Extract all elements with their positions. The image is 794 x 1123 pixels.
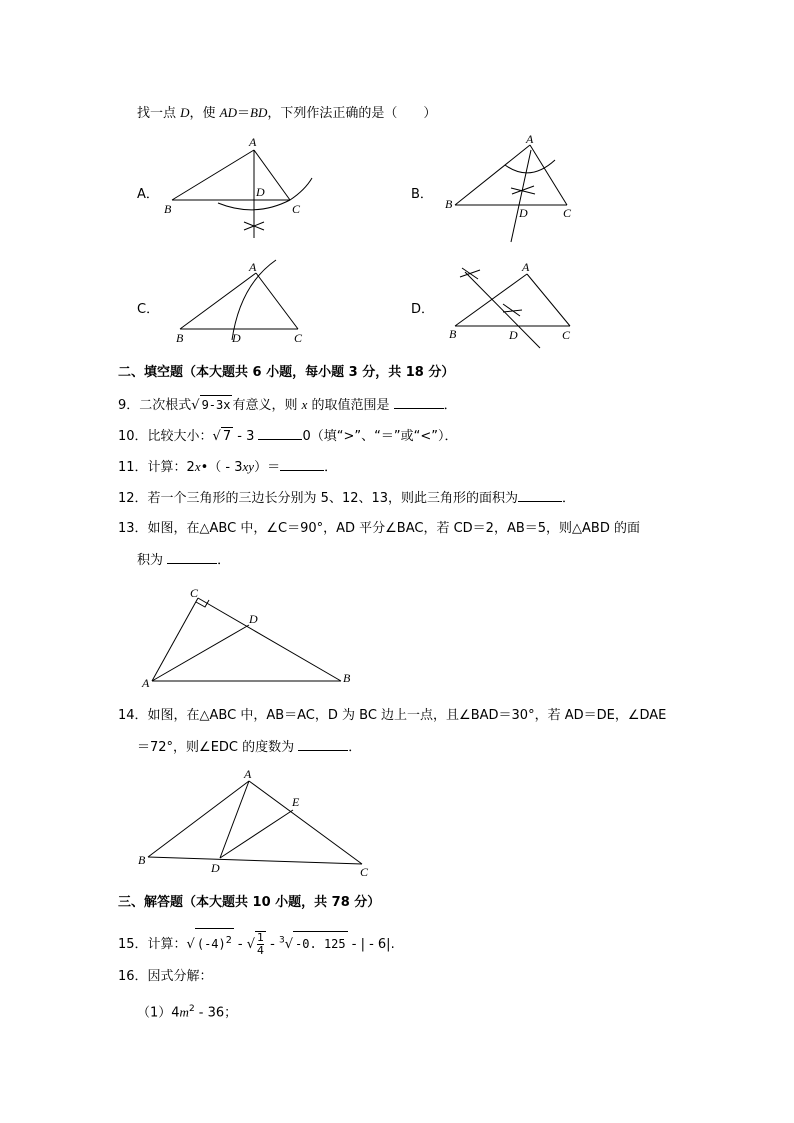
- q15-text: -: [266, 937, 280, 952]
- q15-fraction: [257, 932, 264, 957]
- q8-text: ，下列作法正确的是（ ）: [267, 106, 437, 121]
- q8-var: AD: [219, 105, 238, 120]
- section-3-heading: 三、解答题（本大题共 10 小题，共 78 分）: [118, 895, 381, 910]
- q11-end: ．: [324, 460, 338, 475]
- q8-var: D: [180, 105, 190, 120]
- fig-b-label-D: D: [519, 206, 528, 220]
- q14-answer-blank[interactable]: [298, 738, 348, 751]
- q15-radicand-1: [195, 928, 234, 956]
- q13-answer-blank[interactable]: [167, 551, 217, 564]
- q9-text: 9．二次根式: [118, 398, 192, 413]
- q9-answer-blank[interactable]: [394, 396, 444, 409]
- option-c-label: C．: [137, 302, 160, 317]
- fig14-label-B: B: [138, 853, 146, 867]
- q15-radicand-3: -0. 125: [293, 931, 348, 956]
- question-14-line-2: [137, 738, 361, 757]
- sqrt-icon: √: [191, 398, 200, 413]
- q8-text: 找一点: [137, 106, 181, 121]
- q13-text: 积为: [137, 553, 168, 568]
- option-b-label: B．: [411, 187, 433, 202]
- fig14-label-D: D: [211, 861, 220, 875]
- q8-var: BD: [250, 105, 268, 120]
- fig13-label-B: B: [343, 671, 351, 685]
- q8-stem: [137, 104, 436, 123]
- fig14-label-E: E: [292, 795, 300, 809]
- question-11: [118, 458, 337, 477]
- q15-text: -: [233, 937, 247, 952]
- fig-a-label-A: A: [249, 135, 257, 149]
- q10-answer-blank[interactable]: [258, 427, 302, 440]
- question-13-line-1: 13．如图，在△ABC 中，∠C＝90°，AD 平分∠BAC，若 CD＝2，AB＝5，则△ABD 的面: [118, 521, 640, 536]
- q16-text: （1）4: [137, 1005, 180, 1021]
- q11-var: x: [194, 459, 201, 474]
- q8-text: ，使: [189, 106, 220, 121]
- q11-answer-blank[interactable]: [280, 458, 324, 471]
- question-14-line-1: 14．如图，在△ABC 中，AB＝AC，D 为 BC 边上一点，且∠BAD＝30°，若 AD＝DE，∠DAE: [118, 708, 667, 723]
- q12-end: ．: [562, 491, 576, 506]
- fig-b-label-C: C: [563, 206, 572, 220]
- fig-d-label-A: A: [522, 260, 530, 274]
- q13-end: ．: [217, 553, 231, 568]
- q14-end: ．: [348, 740, 362, 755]
- q9-text: 的取值范围是: [307, 398, 394, 413]
- q15-text: - | - 6|.: [347, 937, 395, 952]
- q9-var: x: [301, 397, 308, 412]
- fig-d-label-B: B: [449, 327, 457, 341]
- q15-numerator: 1: [257, 931, 265, 944]
- q15-text: 15．计算：: [118, 937, 187, 952]
- sqrt-icon: √: [212, 429, 221, 444]
- question-10: [118, 427, 457, 446]
- q11-text: 11．计算：2: [118, 460, 195, 475]
- q12-text: 12．若一个三角形的三边长分别为 5、12、13，则此三角形的面积为: [118, 491, 519, 506]
- q10-text: 10．比较大小：: [118, 429, 213, 444]
- fig14-label-C: C: [360, 865, 369, 879]
- q11-text: •（ - 3: [200, 460, 243, 475]
- q14-text: ＝72°，则∠EDC 的度数为: [137, 740, 299, 755]
- q10-text: 0（填“>”、“＝”或“<”）．: [302, 429, 458, 444]
- fig-c-label-A: A: [249, 260, 257, 274]
- q15-denominator: 4: [257, 944, 265, 957]
- fig13-label-A: A: [142, 676, 150, 690]
- fig14-label-A: A: [244, 767, 252, 781]
- q8-text: ＝: [237, 106, 251, 121]
- q15-base: (-4): [196, 937, 226, 951]
- q9-text: 有意义，则: [232, 398, 302, 413]
- fig-a-label-C: C: [292, 202, 301, 216]
- fig13-label-C: C: [190, 586, 199, 600]
- q9-end: ．: [443, 398, 457, 413]
- question-9: [118, 395, 457, 415]
- q16-text: - 36；: [194, 1005, 238, 1021]
- question-12: [118, 489, 575, 508]
- q10-radicand: 7: [222, 429, 232, 444]
- fig-c-label-C: C: [294, 331, 303, 345]
- q16-var: m: [179, 1004, 189, 1020]
- option-d-label: D．: [411, 302, 435, 317]
- question-13-line-2: [137, 551, 230, 570]
- cube-root-icon: √: [284, 937, 294, 952]
- question-16-title: 16．因式分解：: [118, 969, 213, 984]
- fig-c-label-D: D: [232, 331, 241, 345]
- fig-a-label-D: D: [256, 185, 265, 199]
- q11-var: xy: [242, 459, 255, 474]
- fig-b-label-B: B: [445, 197, 453, 211]
- question-16-part-1: [137, 1000, 237, 1022]
- question-15: [118, 928, 395, 957]
- fig-a-label-B: B: [164, 202, 172, 216]
- fig-d-label-C: C: [562, 328, 571, 342]
- q10-text: - 3: [233, 429, 259, 444]
- option-a-label: A．: [137, 187, 159, 202]
- fig-c-label-B: B: [176, 331, 184, 345]
- fig-b-label-A: A: [526, 132, 534, 146]
- q15-exponent: 2: [225, 935, 232, 946]
- sqrt-icon: √: [186, 937, 195, 952]
- q16-exponent: 2: [188, 1004, 195, 1014]
- q12-answer-blank[interactable]: [518, 489, 562, 502]
- q9-radicand: 9-3x: [200, 395, 233, 414]
- fig-d-label-D: D: [509, 328, 518, 342]
- q11-text: ）＝: [254, 460, 281, 475]
- fig13-label-D: D: [249, 612, 258, 626]
- section-2-heading: 二、填空题（本大题共 6 小题，每小题 3 分，共 18 分）: [118, 365, 455, 380]
- q15-cube-index: 3: [279, 935, 285, 946]
- sqrt-icon: √: [246, 937, 256, 952]
- q15-radicand-2: [255, 931, 266, 957]
